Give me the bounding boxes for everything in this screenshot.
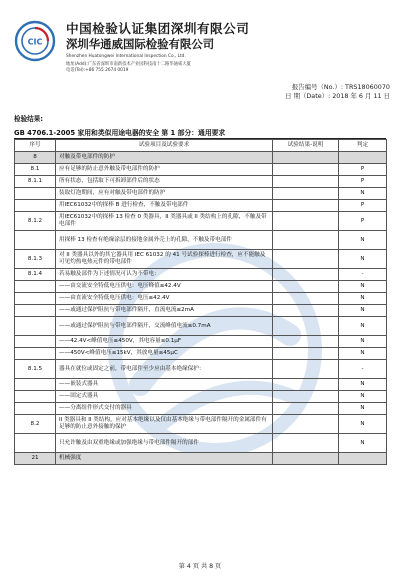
table-row <box>15 305 387 317</box>
result-cell <box>273 305 339 317</box>
table-header-row <box>15 140 387 152</box>
table-row <box>15 152 387 164</box>
cic-logo-icon <box>14 20 56 62</box>
clause-cell: 21 <box>15 453 56 465</box>
result-cell <box>273 164 339 176</box>
result-cell <box>273 188 339 200</box>
table-row <box>15 281 387 293</box>
table-row <box>15 269 387 281</box>
verdict-cell: P <box>339 164 387 176</box>
clause-cell: 8.1.5 <box>15 360 56 379</box>
requirement-cell: ——或通过保护阻抗与带电部件隔开，直流电流≤2mA <box>56 305 273 317</box>
clause-cell: 8.1 <box>15 164 56 176</box>
result-cell <box>273 336 339 348</box>
requirement-cell: 用IEC61032中的探棒 B 进行检查，不触及带电部件 <box>56 200 273 212</box>
test-results-table <box>14 139 387 465</box>
table-row <box>15 415 387 434</box>
table-row <box>15 188 387 200</box>
svg-text:CIC: CIC <box>27 37 43 47</box>
verdict-cell: P <box>339 176 387 188</box>
verdict-cell <box>339 453 387 465</box>
verdict-cell: P <box>339 212 387 231</box>
verdict-cell: N <box>339 317 387 336</box>
report-meta <box>285 83 390 101</box>
clause-cell <box>15 391 56 403</box>
verdict-cell: P <box>339 200 387 212</box>
table-row <box>15 434 387 453</box>
subsidiary-name-en: Shenzhen Huatongwei International Inspection Co., Ltd. <box>66 54 186 59</box>
result-cell <box>273 434 339 453</box>
clause-cell <box>15 200 56 212</box>
table-row <box>15 348 387 360</box>
clause-cell <box>15 434 56 453</box>
verdict-cell: N <box>339 336 387 348</box>
subsidiary-name-zh: 深圳华通威国际检验有限公司 <box>66 37 215 51</box>
requirement-cell: 装取灯泡期间，应有对触及带电部件的防护 <box>56 188 273 200</box>
requirement-cell: 器具在就位或固定之前，带电部件至少应由基本绝缘保护： <box>56 360 273 379</box>
requirement-cell: 若易触及部件为下述情况可认为不带电： <box>56 269 273 281</box>
requirement-cell: ——由直流安全特低电压供电：电压≤42.4V <box>56 293 273 305</box>
table-row <box>15 391 387 403</box>
requirement-cell: 用探棒 13 检查有绝缘涂层的接地金属外壳上的孔隙，不触及带电部件 <box>56 231 273 250</box>
result-cell <box>273 231 339 250</box>
company-address: 地址(Add):广东省深圳市南新技术产业园科技南十二路华通威大厦 <box>66 62 191 67</box>
clause-cell <box>15 188 56 200</box>
clause-cell <box>15 305 56 317</box>
standard-title: GB 4706.1-2005 家用和类似用途电器的安全 第 1 部分：通用要求 <box>14 129 226 137</box>
verdict-cell: N <box>339 250 387 269</box>
requirement-cell: 只允许触及由双重绝缘或加强绝缘与带电部件隔开的部件 <box>56 434 273 453</box>
clause-cell <box>15 379 56 391</box>
table-row <box>15 453 387 465</box>
result-cell <box>273 212 339 231</box>
verdict-cell: N <box>339 434 387 453</box>
verdict-cell: N <box>339 231 387 250</box>
verdict-cell: N <box>339 415 387 434</box>
clause-cell <box>15 348 56 360</box>
table-row <box>15 403 387 415</box>
requirement-cell: 用IEC61032中的探棒 13 检查 0 类器具，II 类器具或 II 类结构上的孔隙，不触及带电部件 <box>56 212 273 231</box>
result-cell <box>273 152 339 164</box>
clause-cell <box>15 231 56 250</box>
requirement-cell: ——或通过保护阻抗与带电部件隔开，交流峰值电流≤0.7mA <box>56 317 273 336</box>
clause-cell: 8.1.3 <box>15 250 56 269</box>
verdict-cell: - <box>339 360 387 379</box>
result-cell <box>273 281 339 293</box>
requirement-cell: 对触及带电部件的防护 <box>56 152 273 164</box>
section-title: 检验结果: <box>14 115 44 123</box>
result-cell <box>273 176 339 188</box>
requirement-cell: II 类器具和 II 类结构，应对基本绝缘以及仅由基本绝缘与带电部件隔开的金属部件有足够的防止意外接触的保护 <box>56 415 273 434</box>
clause-cell: 8 <box>15 152 56 164</box>
verdict-cell: N <box>339 188 387 200</box>
verdict-cell: N <box>339 305 387 317</box>
result-cell <box>273 391 339 403</box>
table-row <box>15 164 387 176</box>
header-requirement: 试验项目及试验要求 <box>56 140 273 152</box>
clause-cell: 8.2 <box>15 415 56 434</box>
verdict-cell: N <box>339 379 387 391</box>
verdict-cell: N <box>339 403 387 415</box>
table-row <box>15 360 387 379</box>
clause-cell <box>15 293 56 305</box>
requirement-cell: 所有状态，包括取下可拆卸部件后的状态 <box>56 176 273 188</box>
table-row <box>15 250 387 269</box>
clause-cell <box>15 336 56 348</box>
table-row <box>15 293 387 305</box>
verdict-cell: N <box>339 391 387 403</box>
page-footer: 第 4 页 共 8 页 <box>178 563 222 570</box>
requirement-cell: 应有足够的防止意外触及带电部件的防护 <box>56 164 273 176</box>
report-header <box>14 14 386 92</box>
company-name-zh: 中国检验认证集团深圳有限公司 <box>66 21 250 36</box>
company-phone: 电话(Tel):+86 755 2674 0019 <box>66 68 129 73</box>
table-row <box>15 379 387 391</box>
result-cell <box>273 250 339 269</box>
header-clause: 序号 <box>15 140 56 152</box>
result-cell <box>273 269 339 281</box>
result-cell <box>273 403 339 415</box>
requirement-cell: ——固定式器具 <box>56 391 273 403</box>
table-row <box>15 176 387 188</box>
clause-cell <box>15 403 56 415</box>
result-cell <box>273 200 339 212</box>
table-row <box>15 200 387 212</box>
requirement-cell: ——450V<峰值电压≤15kV，其放电量≤45μC <box>56 348 273 360</box>
table-row <box>15 231 387 250</box>
report-date: 日 期（Date）: 2018 年 6 月 11 日 <box>285 92 390 100</box>
header-result: 试验结果-说明 <box>273 140 339 152</box>
clause-cell: 8.1.2 <box>15 212 56 231</box>
verdict-cell <box>339 152 387 164</box>
requirement-cell: 对 II 类器具以外的其它器具用 IEC 61032 的 41 号试验探棒进行检查，应不能触及可见灼热电热元件的带电部件 <box>56 250 273 269</box>
verdict-cell: N <box>339 348 387 360</box>
header-verdict: 判定 <box>339 140 387 152</box>
clause-cell: 8.1.1 <box>15 176 56 188</box>
requirement-cell: 机械强度 <box>56 453 273 465</box>
table-row <box>15 212 387 231</box>
clause-cell: 8.1.4 <box>15 269 56 281</box>
report-number: 报告编号（No.）: TRS18060070 <box>291 83 390 91</box>
verdict-cell: N <box>339 281 387 293</box>
requirement-cell: ——分离组件形式交付的器具 <box>56 403 273 415</box>
result-cell <box>273 317 339 336</box>
clause-cell <box>15 317 56 336</box>
requirement-cell: ——嵌装式器具 <box>56 379 273 391</box>
result-cell <box>273 293 339 305</box>
verdict-cell: N <box>339 293 387 305</box>
table-row <box>15 317 387 336</box>
result-cell <box>273 415 339 434</box>
result-cell <box>273 348 339 360</box>
result-cell <box>273 360 339 379</box>
result-cell <box>273 379 339 391</box>
result-cell <box>273 453 339 465</box>
table-row <box>15 336 387 348</box>
requirement-cell: ——由交流安全特低电压供电：电压峰值≤42.4V <box>56 281 273 293</box>
requirement-cell: ——42.4V<峰值电压≤450V，其电容量≤0.1μF <box>56 336 273 348</box>
verdict-cell: - <box>339 269 387 281</box>
clause-cell <box>15 281 56 293</box>
